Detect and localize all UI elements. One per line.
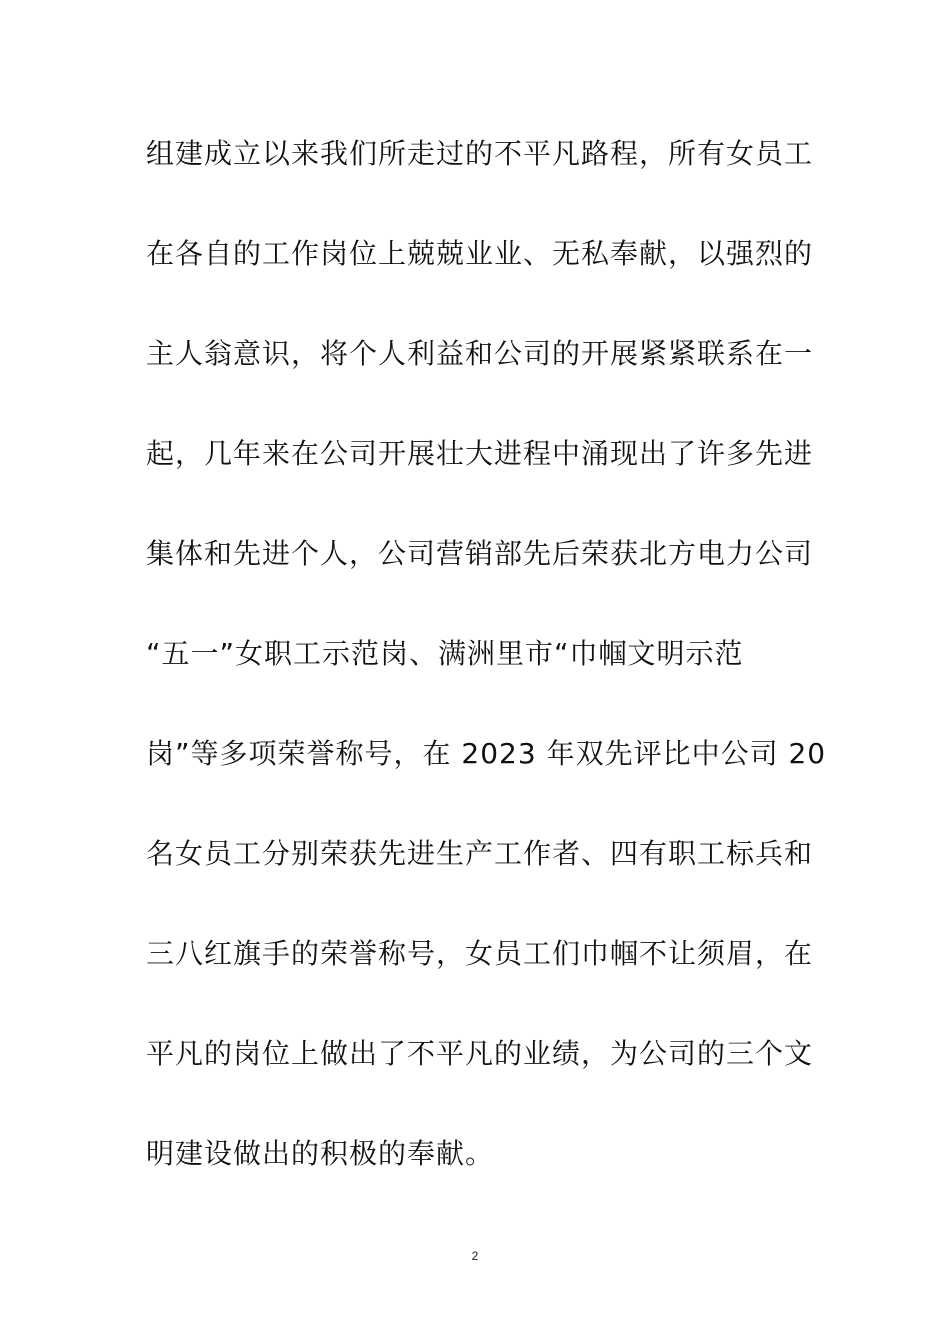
paragraph-line: 名女员工分别荣获先进生产工作者、四有职工标兵和 bbox=[146, 837, 814, 870]
paragraph-line: 主人翁意识，将个人利益和公司的开展紧紧联系在一 bbox=[146, 337, 814, 370]
paragraph-line: 起，几年来在公司开展壮大进程中涌现出了许多先进 bbox=[146, 437, 814, 470]
paragraph-line: 集体和先进个人，公司营销部先后荣获北方电力公司 bbox=[146, 537, 814, 570]
paragraph-line: 平凡的岗位上做出了不平凡的业绩，为公司的三个文 bbox=[146, 1037, 814, 1070]
paragraph-line: 在各自的工作岗位上兢兢业业、无私奉献，以强烈的 bbox=[146, 237, 814, 270]
page-number: 2 bbox=[471, 1249, 479, 1263]
body-paragraph bbox=[146, 128, 827, 1228]
paragraph-line: 明建设做出的积极的奉献。 bbox=[146, 1137, 495, 1170]
paragraph-line: 组建成立以来我们所走过的不平凡路程，所有女员工 bbox=[146, 137, 814, 170]
paragraph-line: 三八红旗手的荣誉称号，女员工们巾帼不让须眉，在 bbox=[146, 937, 814, 970]
paragraph-line: 岗”等多项荣誉称号，在 2023 年双先评比中公司 20 bbox=[146, 737, 827, 770]
paragraph-line: “五一”女职工示范岗、满洲里市“巾帼文明示范 bbox=[146, 637, 744, 670]
